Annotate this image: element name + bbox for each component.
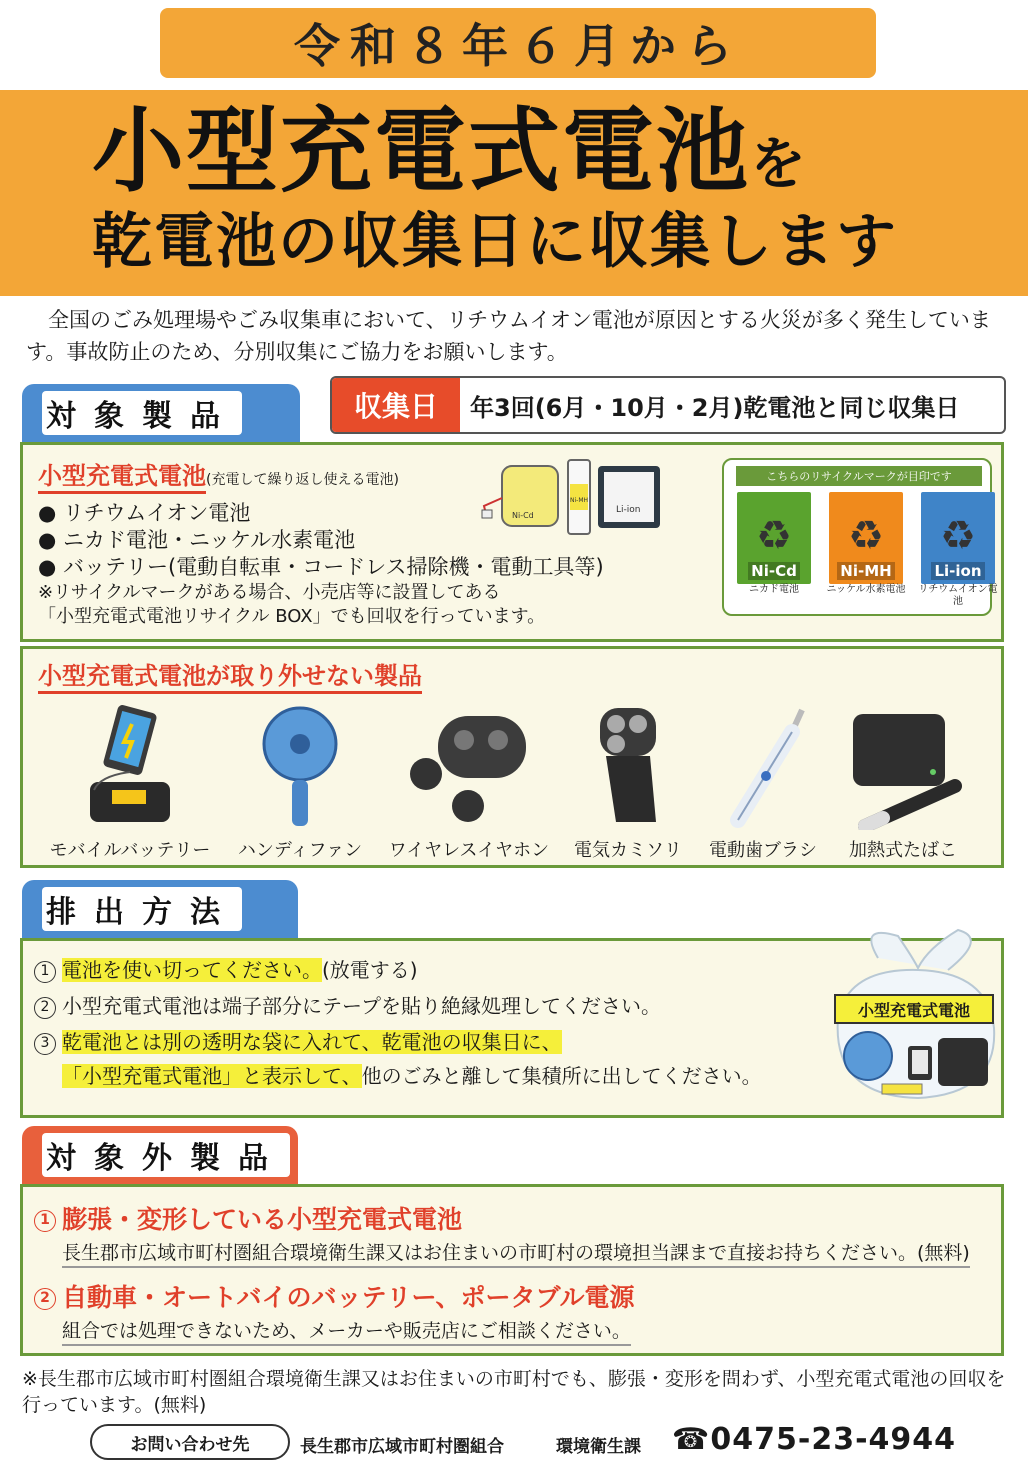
electric-shaver-icon — [578, 702, 678, 830]
recycle-icon: ♻ — [756, 513, 792, 559]
method-step-3: 3 乾電池とは別の透明な袋に入れて、乾電池の収集日に、 — [34, 1028, 762, 1056]
recycle-mark-caption: ニカド電池 — [749, 584, 799, 595]
step-number: 3 — [34, 1033, 56, 1055]
product-label: 電動歯ブラシ — [709, 840, 817, 861]
product-label: 加熱式たばこ — [849, 840, 957, 861]
footer-note: ※長生郡市広域市町村圏組合環境衛生課又はお住まいの市町村でも、膨張・変形を問わず、小型充電式電池の回収を行っています。(無料) — [22, 1368, 1006, 1416]
collection-day-text: 年3回(6月・10月・2月)乾電池と同じ収集日 — [470, 393, 960, 422]
recycle-box-note-1: ※リサイクルマークがある場合、小売店等に設置してある — [38, 582, 501, 603]
recycle-mark — [737, 492, 811, 584]
recycle-marks-row — [734, 492, 998, 608]
collection-day-box — [330, 376, 1006, 434]
recycle-mark-code: Li-ion — [931, 562, 984, 580]
recycle-mark-code: Ni-MH — [837, 562, 894, 580]
product-mobile-battery — [40, 702, 220, 862]
intro-text: 全国のごみ処理場やごみ収集車において、リチウムイオン電池が原因とする火災が多く発生しています。事故防止のため、分別収集にご協力をお願いします。 — [26, 308, 991, 364]
contact-org: 長生郡市広域市町村圏組合 — [300, 1437, 504, 1457]
recycle-mark-code: Ni-Cd — [748, 562, 800, 580]
recycle-mark-caption: ニッケル水素電池 — [826, 584, 906, 595]
rechargeable-heading-note: (充電して繰り返し使える電池) — [206, 472, 399, 488]
svg-text:Li-ion: Li-ion — [616, 505, 641, 515]
product-label: 電気カミソリ — [574, 840, 682, 861]
recycle-mark-liion — [918, 492, 998, 608]
recycle-mark-nicd — [734, 492, 814, 608]
page-subtitle: 乾電池の収集日に収集します — [92, 207, 898, 277]
bag-label: 小型充電式電池 — [834, 994, 994, 1024]
product-electric-toothbrush — [700, 702, 826, 862]
method-steps — [34, 956, 762, 1090]
recycle-mark-nimh — [826, 492, 906, 608]
heated-tobacco-icon — [843, 702, 963, 830]
electric-toothbrush-icon — [708, 702, 818, 830]
svg-text:Ni-Cd: Ni-Cd — [512, 511, 534, 520]
recycle-mark-caption: リチウムイオン電池 — [918, 584, 998, 607]
battery-pack-icon — [482, 466, 558, 526]
recycle-icon: ♻ — [848, 513, 884, 559]
nonremovable-heading: 小型充電式電池が取り外せない製品 — [38, 656, 422, 694]
recycle-box-note-2: 「小型充電式電池リサイクル BOX」でも回収を行っています。 — [38, 606, 546, 627]
product-label: モバイルバッテリー — [49, 840, 211, 861]
excluded-item-1-text: 長生郡市広域市町村圏組合環境衛生課又はお住まいの市町村の環境担当課まで直接お持ちください。(無料) — [62, 1240, 970, 1268]
title-particle: を — [750, 132, 809, 197]
mobile-battery-icon — [70, 702, 190, 830]
excluded-item-2 — [34, 1278, 994, 1346]
handy-fan-icon — [245, 702, 355, 830]
title-main: 小型充電式電池 — [92, 98, 751, 205]
excluded-item-1-heading: 1 膨張・変形している小型充電式電池 — [34, 1200, 994, 1236]
liion-battery-icon — [598, 466, 660, 528]
recycle-mark — [829, 492, 903, 584]
product-label: ワイヤレスイヤホン — [388, 840, 550, 861]
tab-disposal-method — [22, 880, 298, 938]
tab-target-products — [22, 384, 300, 442]
method-step-1: 1 電池を使い切ってください。(放電する) — [34, 956, 762, 984]
product-wireless-earphones — [384, 702, 554, 862]
item-number: 1 — [34, 1210, 56, 1232]
contact-label: お問い合わせ先 — [90, 1424, 290, 1460]
svg-text:Ni-MH: Ni-MH — [570, 497, 589, 504]
rechargeable-heading-row — [38, 456, 399, 494]
rechargeable-heading: 小型充電式電池 — [38, 456, 206, 494]
product-label: ハンディファン — [237, 840, 363, 861]
step-number: 2 — [34, 997, 56, 1019]
list-item: ● リチウムイオン電池 — [38, 501, 251, 525]
contact-phone: ☎0475-23-4944 — [672, 1422, 957, 1457]
product-electric-shaver — [568, 702, 688, 862]
wireless-earphones-icon — [404, 702, 534, 830]
method-step-2: 2 小型充電式電池は端子部分にテープを貼り絶縁処理してください。 — [34, 992, 762, 1020]
step-number: 1 — [34, 961, 56, 983]
list-item: ● バッテリー(電動自転車・コードレス掃除機・電動工具等) — [38, 555, 604, 579]
product-heated-tobacco — [838, 702, 968, 862]
aa-battery-icon — [568, 460, 590, 534]
tab-target-products-label: 対象製品 — [42, 391, 242, 435]
excluded-item-1 — [34, 1200, 994, 1268]
tab-excluded-products-label: 対象外製品 — [42, 1133, 290, 1177]
item-number: 2 — [34, 1288, 56, 1310]
recycle-mark — [921, 492, 995, 584]
page-title — [92, 98, 809, 205]
collection-day-label: 収集日 — [332, 378, 460, 432]
list-item: ● ニカド電池・ニッケル水素電池 — [38, 528, 356, 552]
recycle-marks-header: こちらのリサイクルマークが目印です — [736, 466, 982, 486]
recycle-icon: ♻ — [940, 513, 976, 559]
tab-disposal-method-label: 排出方法 — [42, 887, 242, 931]
battery-illustrations — [480, 454, 680, 538]
excluded-item-2-text: 組合では処理できないため、メーカーや販売店にご相談ください。 — [62, 1318, 631, 1346]
contact-dept: 環境衛生課 — [556, 1437, 641, 1457]
method-step-3-cont: 「小型充電式電池」と表示して、他のごみと離して集積所に出してください。 — [62, 1064, 762, 1088]
date-banner: 令和８年６月から — [160, 8, 876, 78]
excluded-item-2-heading: 2 自動車・オートバイのバッテリー、ポータブル電源 — [34, 1278, 994, 1314]
tab-excluded-products — [22, 1126, 298, 1184]
product-handy-fan — [232, 702, 368, 862]
